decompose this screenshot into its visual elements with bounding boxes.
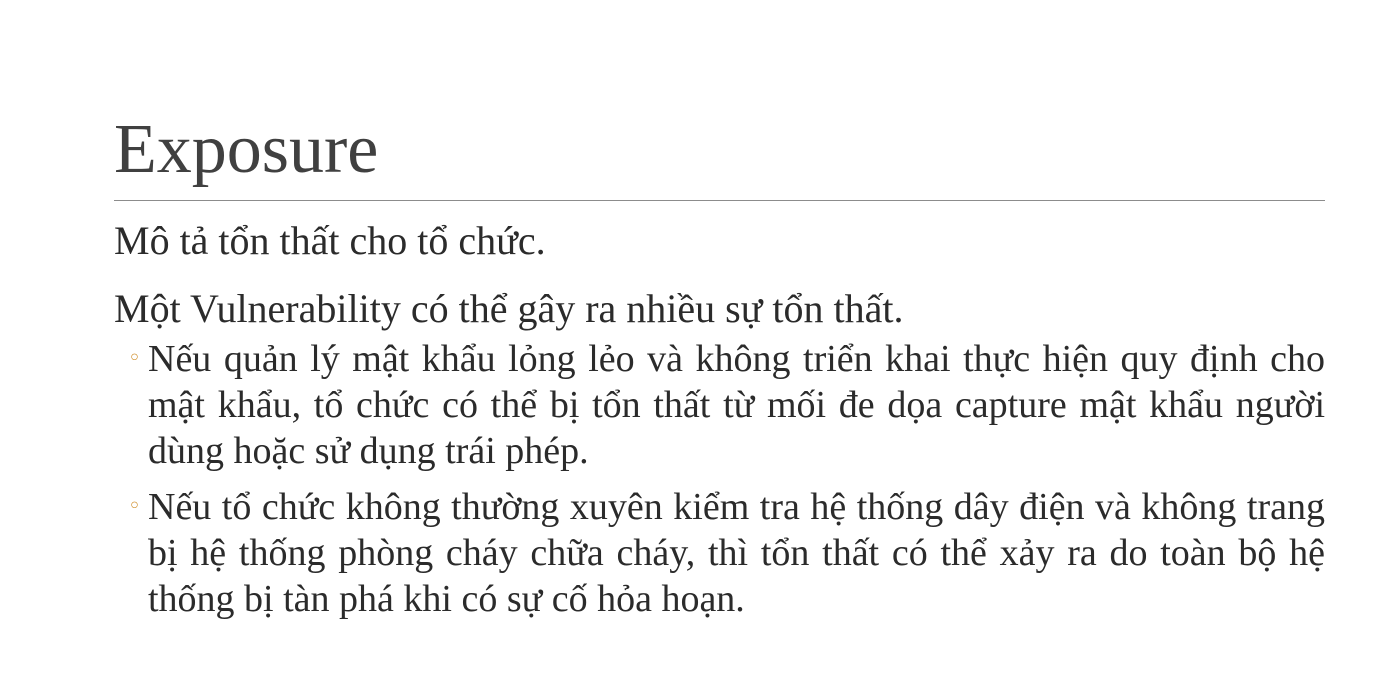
bullet-text: Nếu quản lý mật khẩu lỏng lẻo và không triển khai thực hiện quy định cho mật khẩu, tổ chức có thể bị tổn thất từ mối đe dọa capture mật khẩu người dùng hoặc sử dụng trái phép. [148, 338, 1325, 472]
bullet-text: Nếu tổ chức không thường xuyên kiểm tra hệ thống dây điện và không trang bị hệ thống phòng cháy chữa cháy, thì tổn thất có thể xảy ra do toàn bộ hệ thống bị tàn phá khi có sự cố hỏa hoạn. [148, 486, 1325, 620]
body-paragraph-vulnerability: Một Vulnerability có thể gây ra nhiều sự tổn thất. [114, 286, 904, 331]
body-paragraph-definition: Mô tả tổn thất cho tổ chức. [114, 218, 546, 263]
slide-body [114, 214, 1325, 622]
bullet-item-password [114, 336, 1325, 474]
bullet-circle-icon: ◦ [128, 346, 141, 371]
slide-title: Exposure [114, 111, 379, 188]
bullet-item-fire [114, 484, 1325, 622]
bullet-circle-icon: ◦ [128, 494, 141, 519]
title-divider [114, 200, 1325, 201]
